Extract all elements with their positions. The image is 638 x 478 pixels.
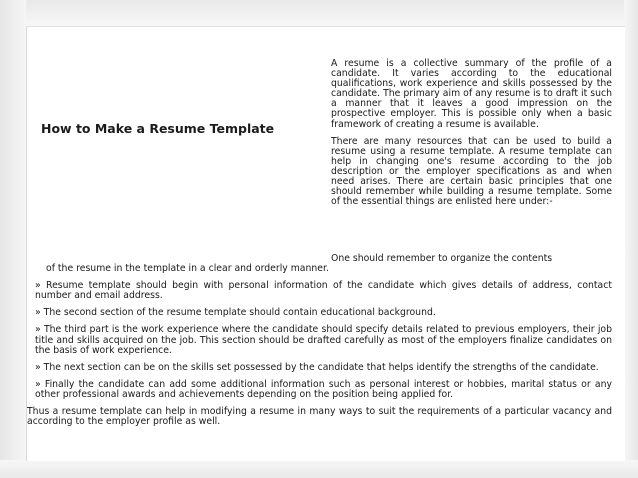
bullet-additional-info: » Finally the candidate can add some additional information such as personal interest or hobbies, marital status or any other professional awards and achievements depending on the position being applied for. xyxy=(35,378,612,400)
slide-frame-top xyxy=(0,0,638,26)
lower-body xyxy=(27,254,612,427)
right-column xyxy=(331,59,612,214)
paragraph-summary: A resume is a collective summary of the profile of a candidate. It varies according to the educational qualifications, work experience and skills possessed by the candidate. The primary aim of any resume is to draft it such a manner that it leaves a good impression on the prospective employer. This is possible only when a basic framework of creating a resume is available. xyxy=(331,58,612,130)
intro-line-2: of the resume in the template in a clear and orderly manner. xyxy=(46,263,329,275)
slide-frame-left xyxy=(0,0,26,478)
paragraph-resources: There are many resources that can be used to build a resume using a resume template. A resume template can help in changing one's resume according to the job description or the employer specifications as and when need arises. There are certain basic principles that one should remember while building a resume template. Some of the essential things are enlisted here under:- xyxy=(331,135,612,208)
bullet-work-experience: » The third part is the work experience where the candidate should specify details related to previous employers, their job title and skills acquired on the job. This section should be drafted carefully as most of the employers finalize candidates on the basis of work experience. xyxy=(35,324,612,356)
closing-paragraph: Thus a resume template can help in modifying a resume in many ways to suit the requirements of a particular vacancy and according to the employer profile as well. xyxy=(27,406,612,428)
page-title: How to Make a Resume Template xyxy=(41,121,275,136)
bullet-education: » The second section of the resume template should contain educational background. xyxy=(35,307,436,319)
slide-frame-right xyxy=(624,0,638,478)
slide-frame-bottom xyxy=(0,460,638,478)
slide-content xyxy=(26,26,625,461)
bullet-personal-info: » Resume template should begin with personal information of the candidate which gives details of address, contact number and email address. xyxy=(35,280,612,302)
intro-line-1: One should remember to organize the contents xyxy=(331,253,553,264)
bullet-skills: » The next section can be on the skills set possessed by the candidate that helps identify the strengths of the candidate. xyxy=(35,361,599,373)
